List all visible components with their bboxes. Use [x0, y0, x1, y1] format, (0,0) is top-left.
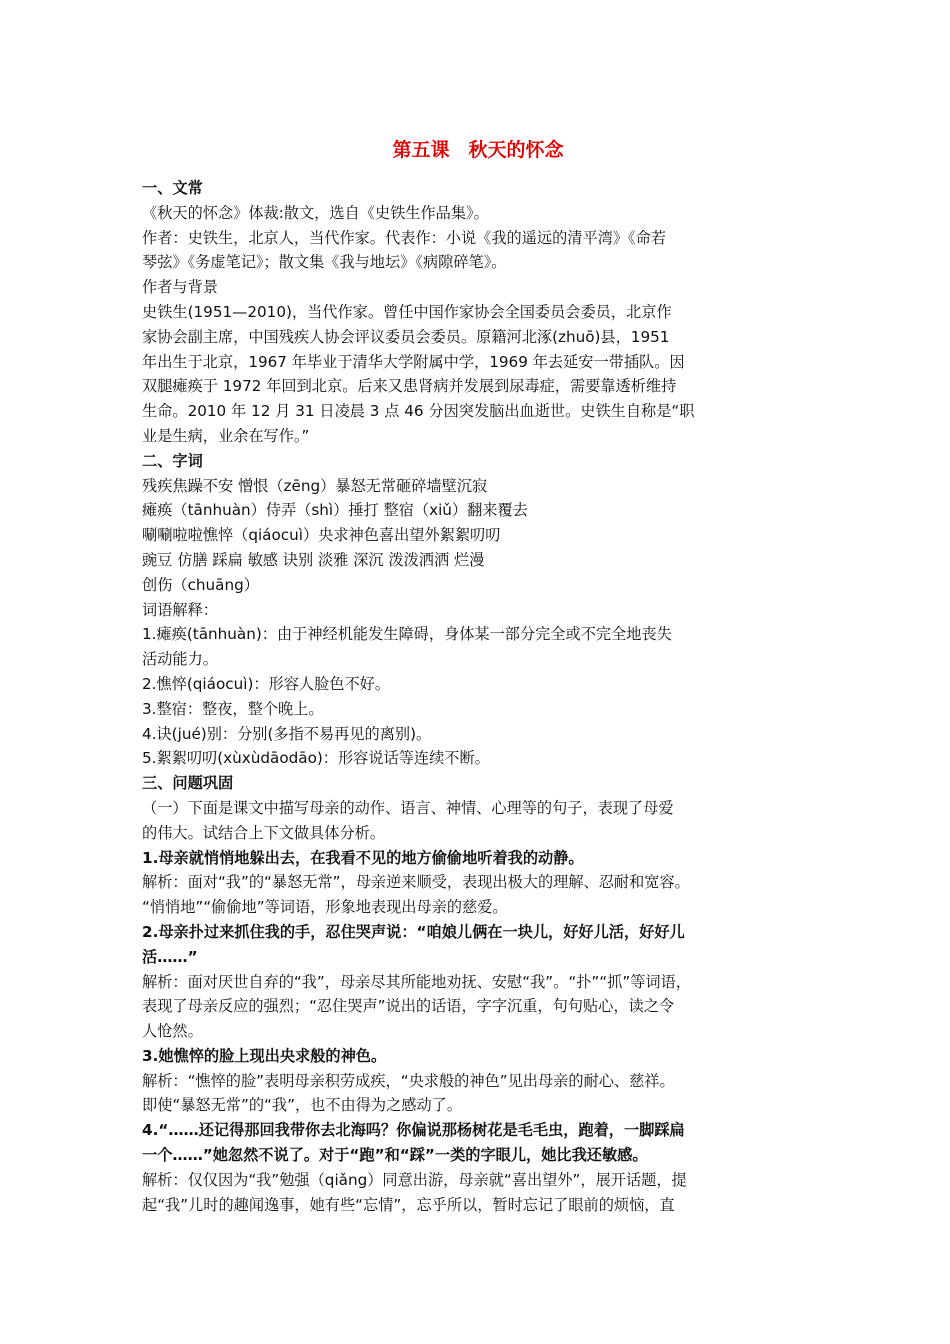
text-line: 人怆然。	[142, 1022, 203, 1041]
text-line: 即使“暴怒无常”的“我”，也不由得为之感动了。	[142, 1096, 463, 1115]
heading-line: 一个……”她忽然不说了。对于“跑”和“踩”一类的字眼儿，她比我还敏感。	[142, 1146, 648, 1165]
heading-line: 3.她憔悴的脸上现出央求般的神色。	[142, 1046, 387, 1065]
text-line: 残疾焦躁不安 憎恨（zēng）暴怒无常砸碎墙壁沉寂	[142, 476, 488, 495]
text-line: 活动能力。	[142, 650, 218, 669]
text-line: 表现了母亲反应的强烈；“忍住哭声”说出的话语，字字沉重，句句贴心，读之令	[142, 997, 675, 1016]
heading-line: 一、文常	[142, 179, 203, 197]
heading-line: 三、问题巩固	[142, 774, 234, 793]
text-line: 唰唰啦啦憔悴（qiáocuì）央求神色喜出望外絮絮叨叨	[142, 526, 501, 545]
heading-line: 2.母亲扑过来抓住我的手，忍住哭声说：“咱娘儿俩在一块儿，好好儿活，好好儿	[142, 922, 685, 941]
text-line: 词语解释：	[142, 600, 218, 619]
heading-line: 1.母亲就悄悄地躲出去，在我看不见的地方偷偷地听着我的动静。	[142, 848, 584, 867]
document-body	[142, 176, 814, 1217]
text-line: 解析：面对厌世自弃的“我”，母亲尽其所能地劝抚、安慰“我”。“扑”“抓”等词语，	[142, 972, 691, 991]
text-line: 业是生病，业余在写作。”	[142, 426, 310, 445]
text-line: 1.瘫痪(tānhuàn)：由于神经机能发生障碍，身体某一部分完全或不完全地丧失	[142, 625, 672, 644]
text-line: 年出生于北京，1967 年毕业于清华大学附属中学，1969 年去延安一带插队。因	[142, 352, 685, 371]
text-line: 琴弦》《务虚笔记》；散文集《我与地坛》《病隙碎笔》。	[142, 253, 507, 272]
heading-line: 活……”	[142, 947, 198, 966]
text-line: 生命。2010 年 12 月 31 日凌晨 3 点 46 分因突发脑出血逝世。史铁生自称是“职	[142, 402, 695, 421]
text-line: 史铁生(1951—2010)，当代作家。曾任中国作家协会全国委员会委员，北京作	[142, 302, 672, 321]
text-line: （一）下面是课文中描写母亲的动作、语言、神情、心理等的句子，表现了母爱	[142, 798, 674, 817]
text-line: 解析：面对“我”的“暴怒无常”，母亲逆来顺受，表现出极大的理解、忍耐和宽容。	[142, 873, 690, 892]
text-line: 作者：史铁生，北京人，当代作家。代表作：小说《我的遥远的清平湾》《命若	[142, 228, 666, 247]
text-line: 起“我”儿时的趣闻逸事，她有些“忘情”，忘乎所以，暂时忘记了眼前的烦恼，直	[142, 1195, 675, 1214]
text-line: 作者与背景	[142, 278, 218, 297]
lesson-title: 第五课 秋天的怀念	[392, 139, 564, 161]
text-line: 双腿瘫痪于 1972 年回到北京。后来又患肾病并发展到尿毒症，需要靠透析维持	[142, 377, 677, 396]
heading-line: 4.“……还记得那回我带你去北海吗？你偏说那杨树花是毛毛虫，跑着，一脚踩扁	[142, 1121, 685, 1140]
text-line: 《秋天的怀念》体裁:散文，选自《史铁生作品集》。	[142, 203, 489, 222]
text-line: “悄悄地”“偷偷地”等词语，形象地表现出母亲的慈爱。	[142, 898, 508, 917]
text-line: 5.絮絮叨叨(xùxùdāodāo)：形容说话等连续不断。	[142, 749, 490, 768]
text-line: 瘫痪（tānhuàn）侍弄（shì）捶打 整宿（xiǔ）翻来覆去	[142, 501, 528, 520]
document-page	[142, 136, 814, 1217]
text-line: 解析：仅仅因为“我”勉强（qiǎng）同意出游，母亲就“喜出望外”，展开话题，提	[142, 1170, 687, 1189]
text-line: 家协会副主席，中国残疾人协会评议委员会委员。原籍河北涿(zhuō)县，1951	[142, 327, 670, 346]
text-line: 2.憔悴(qiáocuì)：形容人脸色不好。	[142, 674, 391, 693]
text-line: 豌豆 仿膳 踩扁 敏感 诀别 淡雅 深沉 泼泼洒洒 烂漫	[142, 550, 485, 569]
text-line: 的伟大。试结合上下文做具体分析。	[142, 823, 385, 842]
text-line: 解析：“憔悴的脸”表明母亲积劳成疾，“央求般的神色”见出母亲的耐心、慈祥。	[142, 1071, 675, 1090]
text-line: 3.整宿：整夜，整个晚上。	[142, 699, 324, 718]
text-line: 4.诀(jué)别：分别(多指不易再见的离别)。	[142, 724, 432, 743]
heading-line: 二、字词	[142, 451, 203, 470]
text-line: 创伤（chuāng）	[142, 575, 259, 594]
